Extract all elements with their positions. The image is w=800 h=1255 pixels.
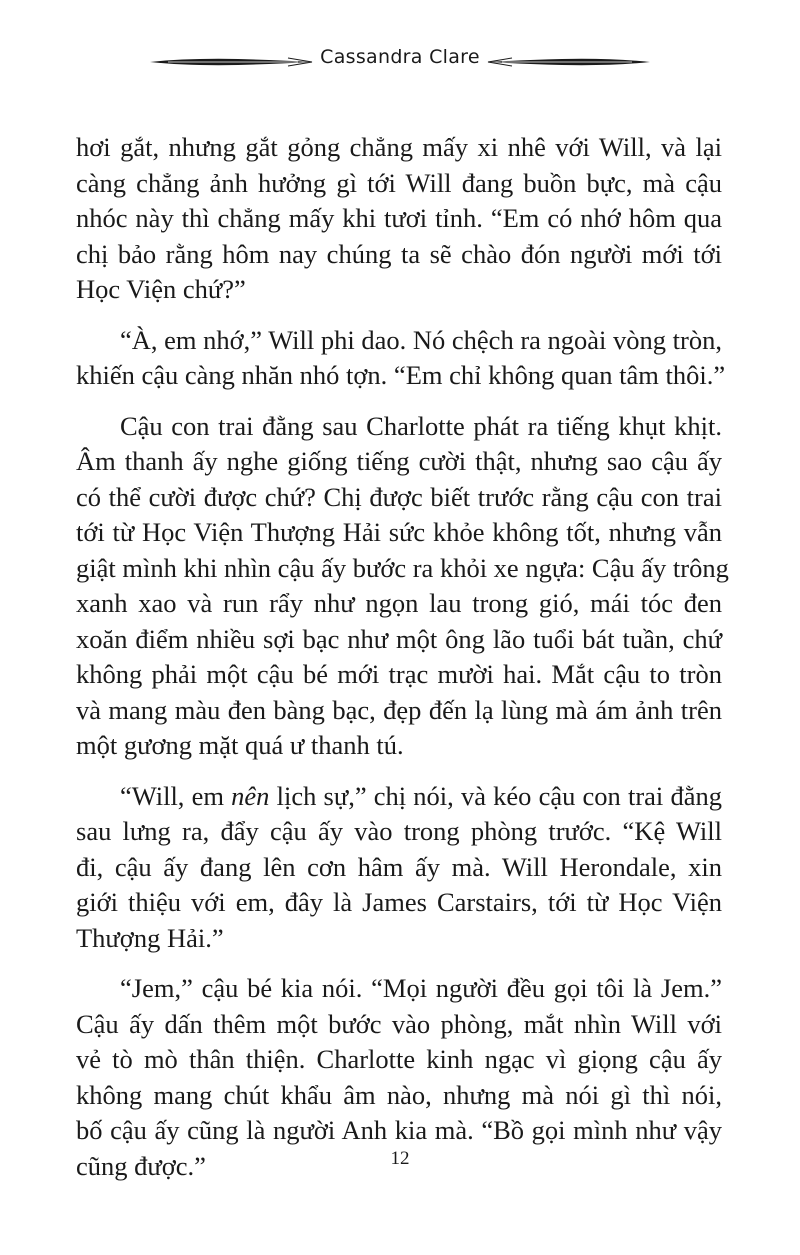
text-line: vẻ tò mò thân thiện. Charlotte kinh ngạc vì giọng cậu ấy	[76, 1044, 722, 1074]
text-line: không mang chút khẩu âm nào, nhưng mà nói gì thì nói,	[76, 1079, 722, 1110]
text-line: Thượng Hải.”	[76, 922, 224, 953]
body-text	[76, 130, 729, 1199]
text-line: chị bảo rằng hôm nay chúng ta sẽ chào đón người mới tới	[76, 238, 722, 269]
text-line: một gương mặt quá ư thanh tú.	[76, 730, 404, 760]
paragraph-3	[76, 409, 729, 764]
text-line: càng chẳng ảnh hưởng gì tới Will đang buồn bực, mà cậu	[76, 167, 722, 198]
text-line: đi, cậu ấy đang lên cơn hâm ấy mà. Will Herondale, xin	[76, 851, 722, 882]
text-line: nhóc này thì chẳng mấy khi tươi tỉnh. “Em có nhớ hôm qua	[76, 203, 722, 233]
text-line: Âm thanh ấy nghe giống tiếng cười thật, nhưng sao cậu ấy	[76, 446, 722, 476]
text-line: tới từ Học Viện Thượng Hải sức khỏe không tốt, nhưng vẫn	[76, 517, 722, 547]
paragraph-1	[76, 130, 722, 308]
text-line: khiến cậu càng nhăn nhó tợn. “Em chỉ không quan tâm thôi.”	[76, 360, 726, 390]
paragraph-4	[76, 779, 722, 957]
text-line: giới thiệu với em, đây là James Carstairs, tới từ Học Viện	[76, 887, 722, 917]
text-line: sau lưng ra, đẩy cậu ấy vào trong phòng trước. “Kệ Will	[76, 816, 722, 846]
running-header	[0, 44, 800, 80]
paragraph-2	[76, 323, 726, 394]
page-number: 12	[390, 1148, 410, 1169]
text-line: Học Viện chứ?”	[76, 274, 246, 304]
text-line: “À, em nhớ,” Will phi dao. Nó chệch ra ngoài vòng tròn,	[120, 324, 722, 355]
text-line: giật mình khi nhìn cậu ấy bước ra khỏi xe ngựa: Cậu ấy trông	[76, 552, 729, 583]
text-line: hơi gắt, nhưng gắt gỏng chẳng mấy xi nhê với Will, và lại	[76, 132, 722, 162]
text-line: có thể cười được chứ? Chị được biết trước rằng cậu con trai	[76, 481, 722, 512]
text-line: cũng được.”	[76, 1150, 206, 1181]
running-title: Cassandra Clare	[320, 46, 480, 68]
text-line: Cậu con trai đằng sau Charlotte phát ra tiếng khụt khịt.	[120, 410, 722, 441]
text-line: xanh xao và run rẩy như ngọn lau trong gió, mái tóc đen	[76, 588, 722, 618]
text-segment: lịch sự,” chị nói, và kéo cậu con trai đằng	[269, 780, 722, 811]
emphasized-word: nên	[231, 780, 270, 811]
text-line: và mang màu đen bàng bạc, đẹp đến lạ lùng mà ám ảnh trên	[76, 694, 722, 725]
right-flourish-ornament	[486, 56, 652, 68]
text-line: xoăn điểm nhiều sợi bạc như một ông lão tuổi bát tuần, chứ	[76, 623, 722, 654]
text-line: bố cậu ấy cũng là người Anh kia mà. “Bồ gọi mình như vậy	[76, 1115, 722, 1145]
text-line: “Jem,” cậu bé kia nói. “Mọi người đều gọi tôi là Jem.”	[120, 973, 722, 1003]
text-line: Cậu ấy dấn thêm một bước vào phòng, mắt nhìn Will với	[76, 1008, 722, 1039]
text-segment: “Will, em	[120, 780, 232, 811]
text-line: không phải một cậu bé mới trạc mười hai. Mắt cậu to tròn	[76, 659, 722, 689]
text-line-with-emphasis	[76, 779, 722, 815]
